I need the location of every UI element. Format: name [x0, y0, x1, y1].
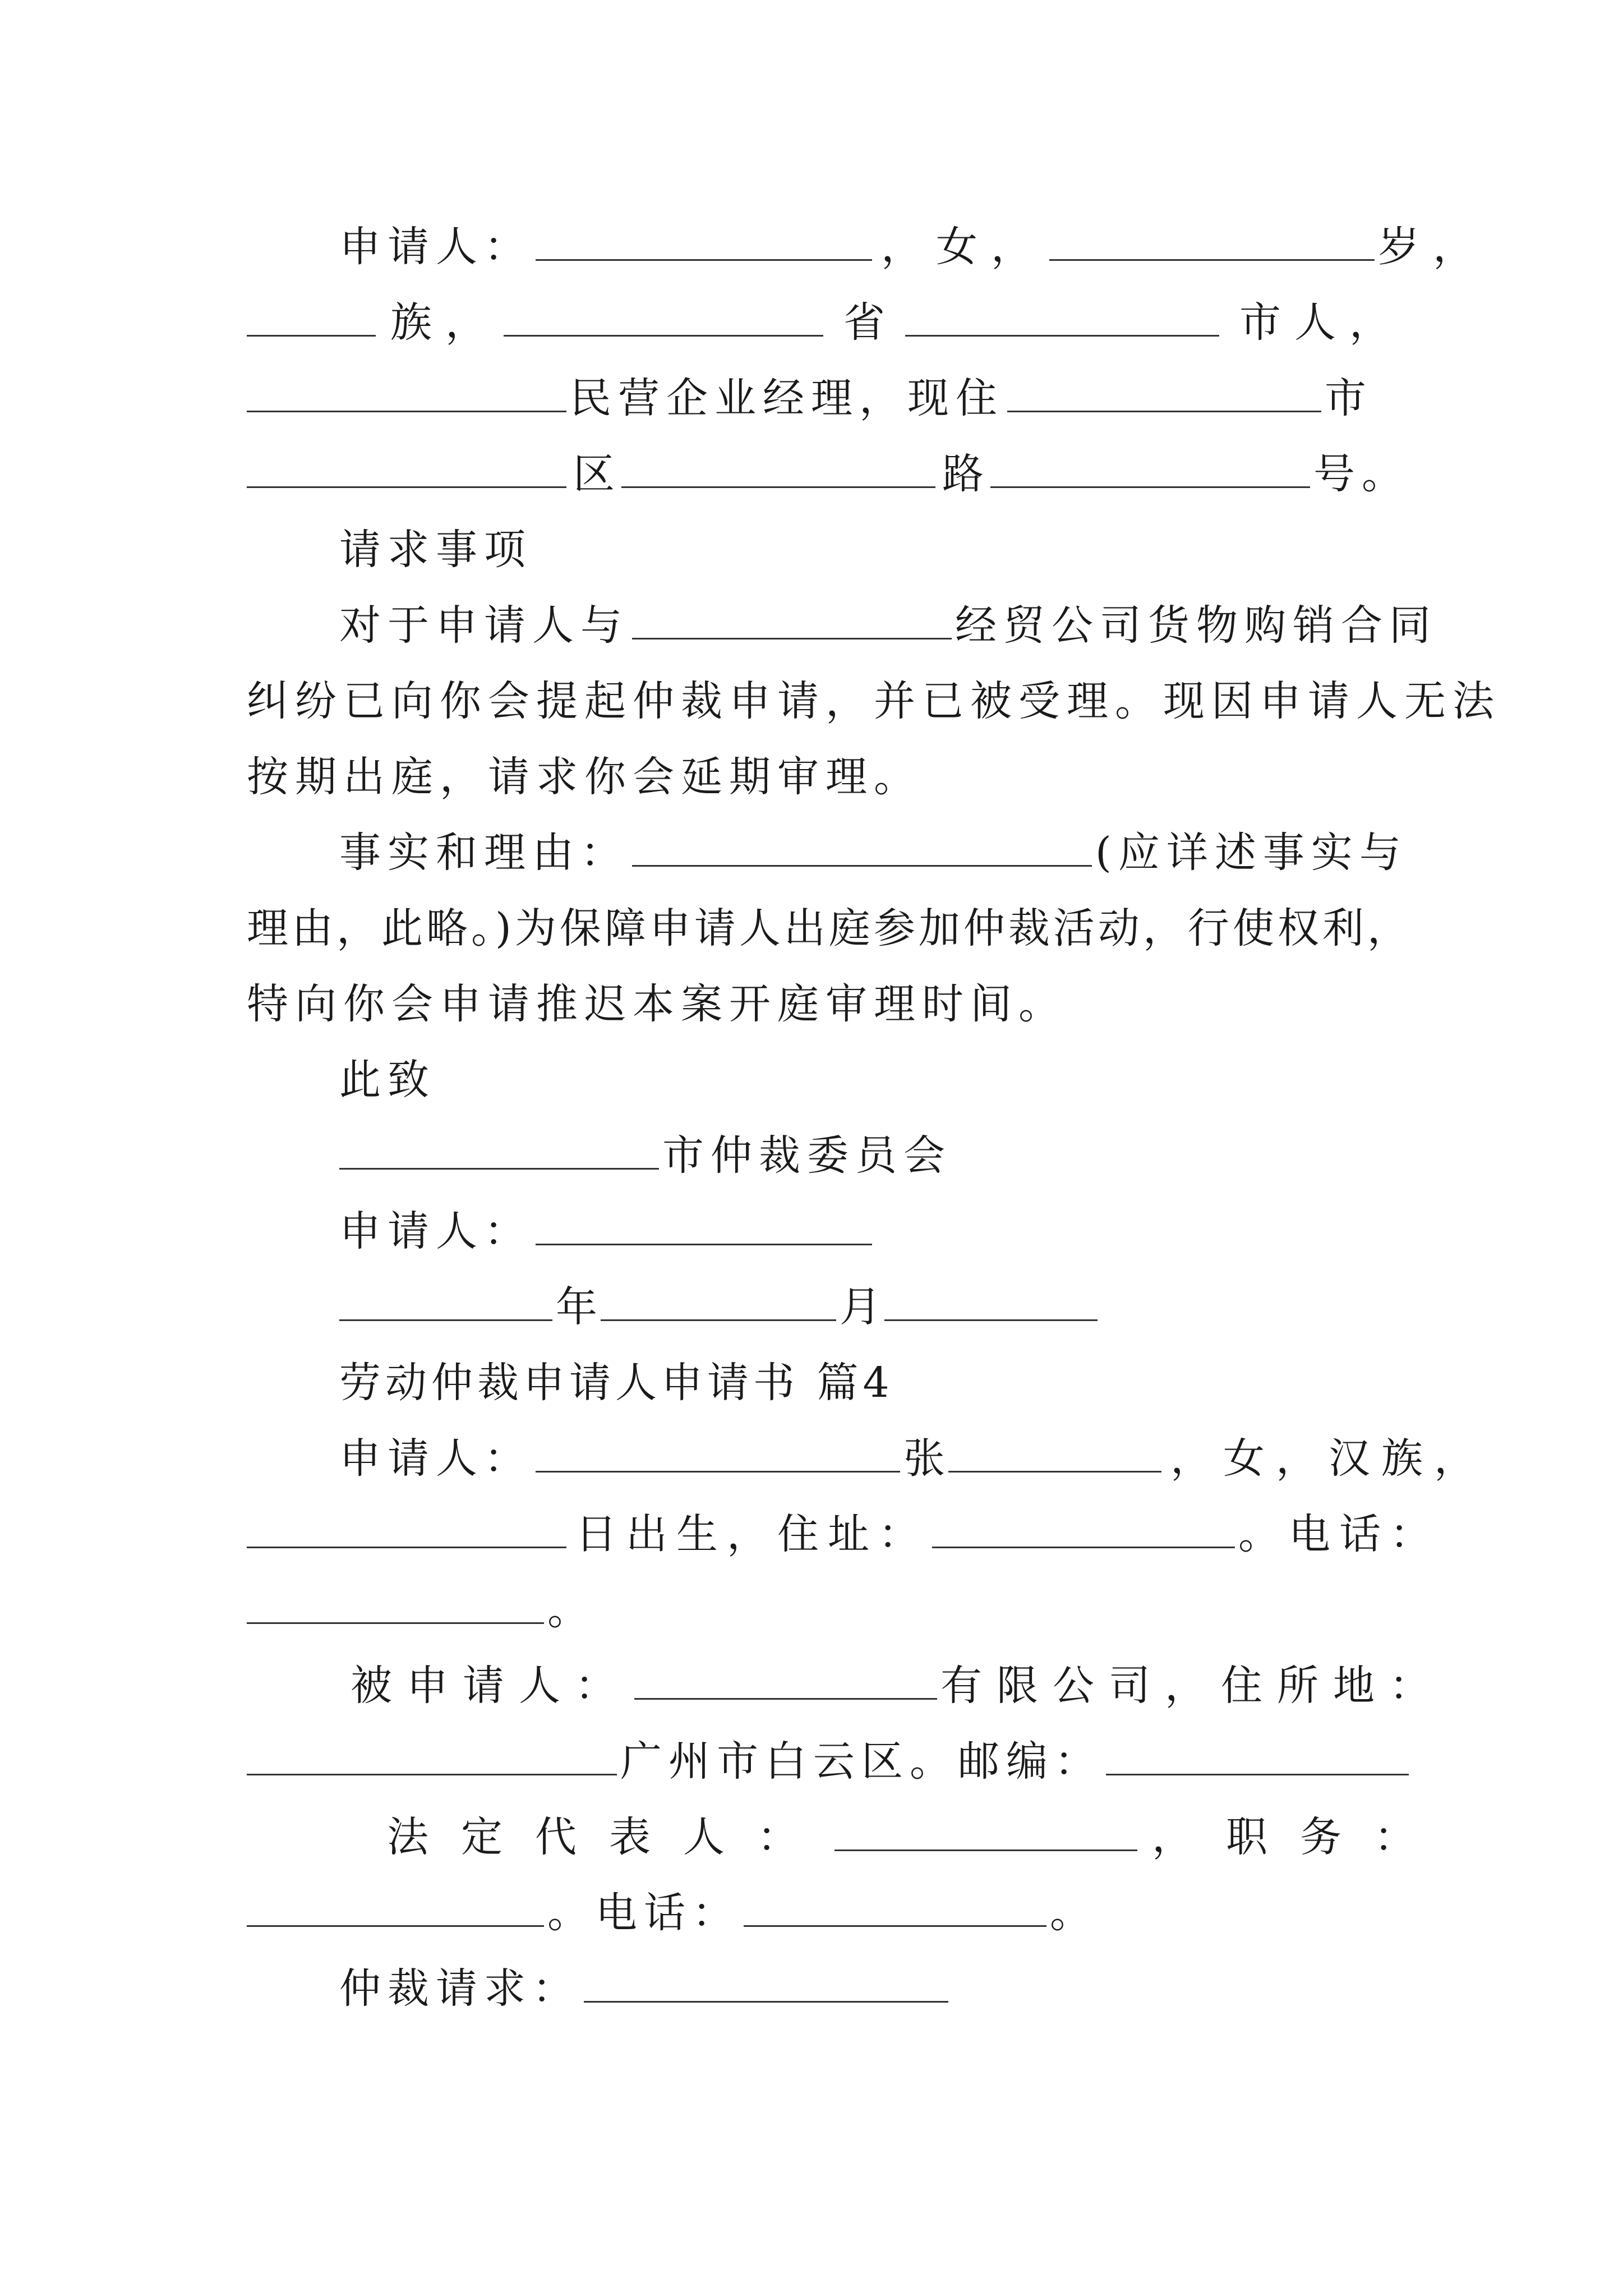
- salutation: 此致: [339, 1056, 436, 1104]
- recipient-text: 市仲裁委员会: [662, 1131, 952, 1180]
- postcode-blank: [1106, 1734, 1409, 1775]
- signature-blank: [536, 1204, 872, 1245]
- address-blank: [932, 1507, 1235, 1548]
- signature-label: 申请人：: [339, 1207, 532, 1255]
- arbitration-request-line: [247, 1961, 1391, 2017]
- representative-line: [247, 1809, 1448, 1865]
- month-blank: [601, 1280, 836, 1321]
- phone-label: 。电话：: [1238, 1510, 1440, 1558]
- rep-phone-blank: [744, 1886, 1046, 1927]
- birth-address-line: [247, 1506, 1440, 1562]
- postcode-label: 广州市白云区。邮编：: [620, 1737, 1103, 1786]
- road-blank: [621, 447, 935, 488]
- facts-note: (应详述事实与: [1095, 829, 1408, 877]
- request-line-3: 按期出庭，请求你会延期审理。: [247, 753, 922, 801]
- representative-blank: [834, 1810, 1137, 1851]
- year-label: 年: [556, 1283, 597, 1331]
- respondent-address-line: [247, 1733, 1391, 1789]
- position-blank: [247, 1886, 544, 1927]
- province-label: 省: [843, 298, 885, 347]
- occupation-blank: [247, 371, 566, 412]
- ethnicity-blank: [247, 296, 376, 337]
- respondent-line: [247, 1658, 1445, 1714]
- recipient-city-blank: [339, 1129, 659, 1170]
- request-heading: 请求事项: [339, 526, 532, 574]
- applicant-line: [247, 219, 1488, 275]
- road-label: 路: [942, 450, 984, 498]
- district-blank: [247, 447, 566, 488]
- recipient-line: [247, 1128, 1391, 1184]
- arbitration-request-label: 仲裁请求：: [339, 1964, 580, 2013]
- city-label: 市人，: [1239, 298, 1404, 347]
- facts-line-2: 理由，此略。)为保障申请人出庭参加仲裁活动，行使权利，: [247, 904, 1412, 953]
- representative-label: 法定代表人：: [387, 1813, 831, 1861]
- company-blank: [632, 599, 952, 639]
- number-blank: [990, 447, 1310, 488]
- applicant2-line: [247, 1430, 1487, 1487]
- birthdate-blank: [247, 1507, 566, 1548]
- applicant2-surname: 张: [903, 1434, 945, 1483]
- applicant-name-blank: [536, 220, 872, 261]
- age-blank: [1049, 220, 1375, 261]
- birth-address-label: 日出生，住址：: [575, 1510, 929, 1558]
- arbitration-request-blank: [584, 1962, 948, 2003]
- rep-phone-line: [247, 1885, 1391, 1941]
- province-blank: [504, 296, 823, 337]
- date-line: [247, 1279, 1391, 1335]
- city-blank: [905, 296, 1219, 337]
- position-label: ，职务：: [1152, 1813, 1448, 1861]
- request-text-b: 经贸公司货物购销合同: [955, 601, 1437, 650]
- year-blank: [339, 1280, 552, 1321]
- section-title: 劳动仲裁申请人申请书 篇4: [339, 1359, 894, 1407]
- facts-line-1: [247, 825, 1408, 881]
- phone-end: 。: [547, 1586, 589, 1634]
- signature-line: [247, 1203, 1391, 1259]
- respondent-info: 有限公司，住所地：: [940, 1662, 1445, 1710]
- facts-blank: [632, 826, 1092, 867]
- phone-line: [247, 1582, 1391, 1638]
- number-label: 号。: [1313, 450, 1410, 498]
- ethnicity-label: 族，: [390, 298, 500, 347]
- month-label: 月: [840, 1283, 881, 1331]
- facts-line-3: 特向你会申请推迟本案开庭审理时间。: [247, 980, 1067, 1028]
- applicant2-label: 申请人：: [339, 1434, 532, 1483]
- ethnicity-line: [247, 295, 1404, 351]
- request-line-2: 纠纷已向你会提起仲裁申请，并已被受理。现因申请人无法: [247, 677, 1501, 725]
- applicant2-blank: [536, 1432, 900, 1473]
- request-text-a: 对于申请人与: [339, 601, 629, 650]
- applicant2-name-blank: [948, 1432, 1161, 1473]
- residence-city-label: 市: [1325, 374, 1366, 422]
- address-line: [247, 446, 1410, 502]
- day-blank: [884, 1280, 1098, 1321]
- request-line-1: [247, 597, 1437, 654]
- gender-text: ，女，: [881, 223, 1046, 271]
- applicant-label: 申请人：: [339, 223, 532, 271]
- district-label: 区: [573, 450, 615, 498]
- facts-label: 事实和理由：: [339, 829, 629, 877]
- rep-phone-label: 。电话：: [547, 1889, 740, 1937]
- age-suffix: 岁，: [1378, 223, 1488, 271]
- rep-phone-end: 。: [1050, 1889, 1091, 1937]
- respondent-label: 被申请人：: [351, 1662, 631, 1710]
- occupation-line: [247, 370, 1391, 426]
- applicant2-info: ，女，汉族，: [1170, 1434, 1487, 1483]
- respondent-blank: [634, 1659, 937, 1700]
- residence-city-blank: [1007, 371, 1321, 412]
- phone-blank: [247, 1583, 544, 1624]
- respondent-address-blank: [247, 1734, 617, 1775]
- occupation-text: 民营企业经理，现住: [570, 374, 1004, 422]
